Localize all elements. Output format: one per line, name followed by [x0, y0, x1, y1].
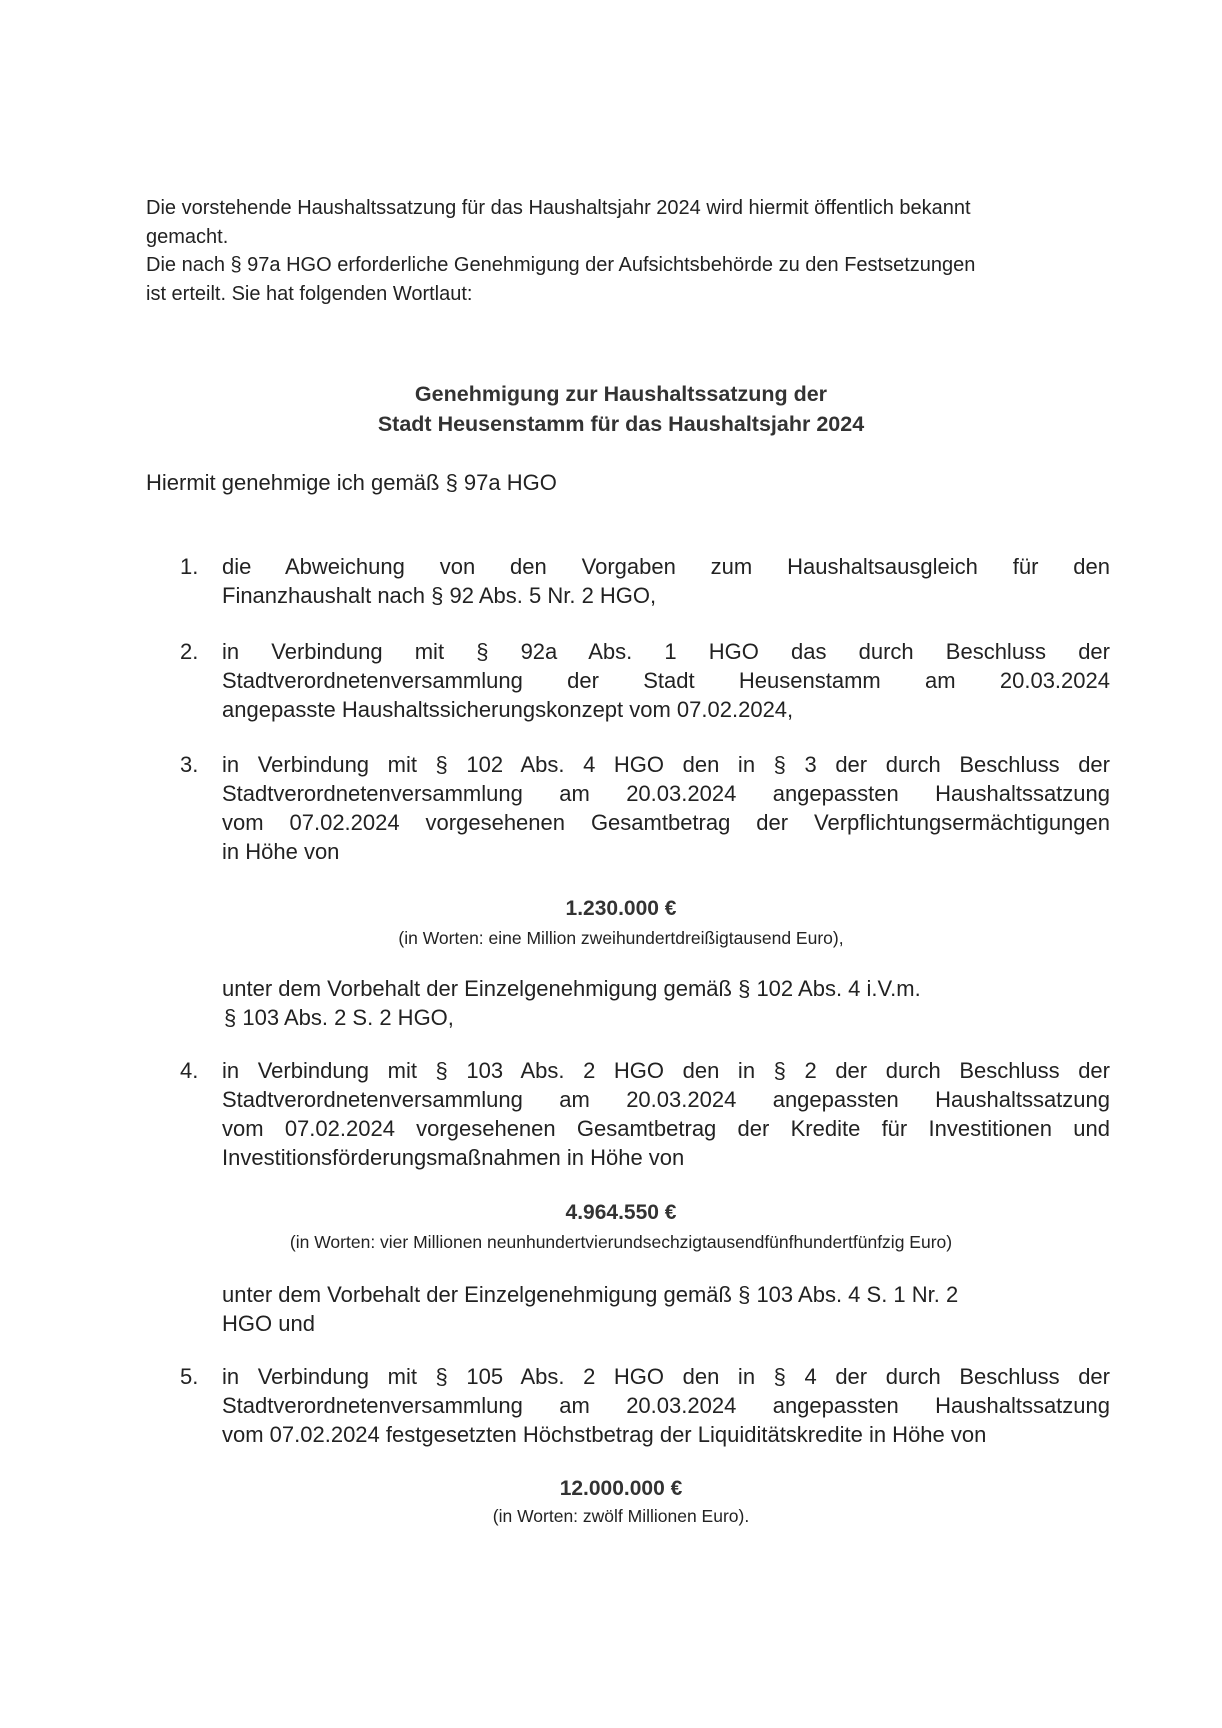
- amount-in-words: (in Worten: eine Million zweihundertdreißigtausend Euro),: [398, 928, 844, 948]
- item-text: [222, 750, 1110, 866]
- condition-line: § 103 Abs. 2 S. 2 HGO,: [224, 1005, 454, 1030]
- item-line: vom 07.02.2024 vorgesehenen Gesamtbetrag der Verpflichtungsermächtigungen: [222, 810, 1110, 835]
- item-number: 4.: [180, 1058, 199, 1083]
- item-number: 3.: [180, 752, 199, 777]
- intro-line: Die nach § 97a HGO erforderliche Genehmigung der Aufsichtsbehörde zu den Festsetzungen: [146, 254, 976, 277]
- item-text: [222, 637, 1110, 724]
- item-line: vom 07.02.2024 vorgesehenen Gesamtbetrag der Kredite für Investitionen und: [222, 1116, 1110, 1141]
- item-line: in Verbindung mit § 102 Abs. 4 HGO den in § 3 der durch Beschluss der: [222, 752, 1110, 777]
- amount-liquidity-credits: 12.000.000 €: [559, 1477, 683, 1500]
- intro-line: ist erteilt. Sie hat folgenden Wortlaut:: [146, 282, 473, 305]
- amount-investment-credits: 4.964.550 €: [565, 1201, 677, 1224]
- item-line: in Verbindung mit § 92a Abs. 1 HGO das durch Beschluss der: [222, 639, 1110, 664]
- item-line: in Verbindung mit § 103 Abs. 2 HGO den in § 2 der durch Beschluss der: [222, 1058, 1110, 1083]
- document-heading: [146, 379, 1096, 439]
- item-number: 5.: [180, 1364, 199, 1389]
- item-text: [222, 552, 1110, 610]
- item-line: Stadtverordnetenversammlung am 20.03.2024 angepassten Haushaltssatzung: [222, 1087, 1110, 1112]
- item-line: in Verbindung mit § 105 Abs. 2 HGO den in § 4 der durch Beschluss der: [222, 1364, 1110, 1389]
- condition-line: unter dem Vorbehalt der Einzelgenehmigung gemäß § 103 Abs. 4 S. 1 Nr. 2: [222, 1282, 959, 1307]
- item-line: Investitionsförderungsmaßnahmen in Höhe von: [222, 1145, 685, 1170]
- heading-line: Stadt Heusenstamm für das Haushaltsjahr 2024: [377, 412, 865, 436]
- heading-line: Genehmigung zur Haushaltssatzung der: [414, 382, 828, 406]
- amount-in-words: (in Worten: zwölf Millionen Euro).: [492, 1506, 750, 1526]
- item-line: in Höhe von: [222, 839, 340, 864]
- amount-commitments: 1.230.000 €: [565, 897, 677, 920]
- condition-line: unter dem Vorbehalt der Einzelgenehmigung gemäß § 102 Abs. 4 i.V.m.: [222, 976, 921, 1001]
- item-line: vom 07.02.2024 festgesetzten Höchstbetrag der Liquiditätskredite in Höhe von: [222, 1422, 987, 1447]
- item-line: Stadtverordnetenversammlung am 20.03.2024 angepassten Haushaltssatzung: [222, 781, 1110, 806]
- intro-line: gemacht.: [146, 225, 229, 248]
- intro-line: Die vorstehende Haushaltssatzung für das Haushaltsjahr 2024 wird hiermit öffentlich bekannt: [146, 197, 971, 219]
- item-condition: [222, 974, 1102, 1032]
- condition-line: HGO und: [222, 1311, 315, 1336]
- amount-in-words: (in Worten: vier Millionen neunhundertvierundsechzigtausendfünfhundertfünfzig Euro): [289, 1232, 953, 1252]
- item-text: [222, 1362, 1110, 1449]
- item-line: angepasste Haushaltssicherungskonzept vom 07.02.2024,: [222, 697, 794, 722]
- item-line: Stadtverordnetenversammlung am 20.03.2024 angepassten Haushaltssatzung: [222, 1393, 1110, 1418]
- item-line: Finanzhaushalt nach § 92 Abs. 5 Nr. 2 HGO,: [222, 583, 657, 608]
- item-number: 2.: [180, 639, 199, 664]
- item-number: 1.: [180, 554, 199, 579]
- lead-sentence: Hiermit genehmige ich gemäß § 97a HGO: [146, 470, 557, 495]
- item-line: Stadtverordnetenversammlung der Stadt Heusenstamm am 20.03.2024: [222, 668, 1110, 693]
- item-line: die Abweichung von den Vorgaben zum Haushaltsausgleich für den: [222, 554, 1110, 579]
- intro-paragraph: [146, 194, 1096, 308]
- item-condition: [222, 1280, 1102, 1338]
- item-text: [222, 1056, 1110, 1172]
